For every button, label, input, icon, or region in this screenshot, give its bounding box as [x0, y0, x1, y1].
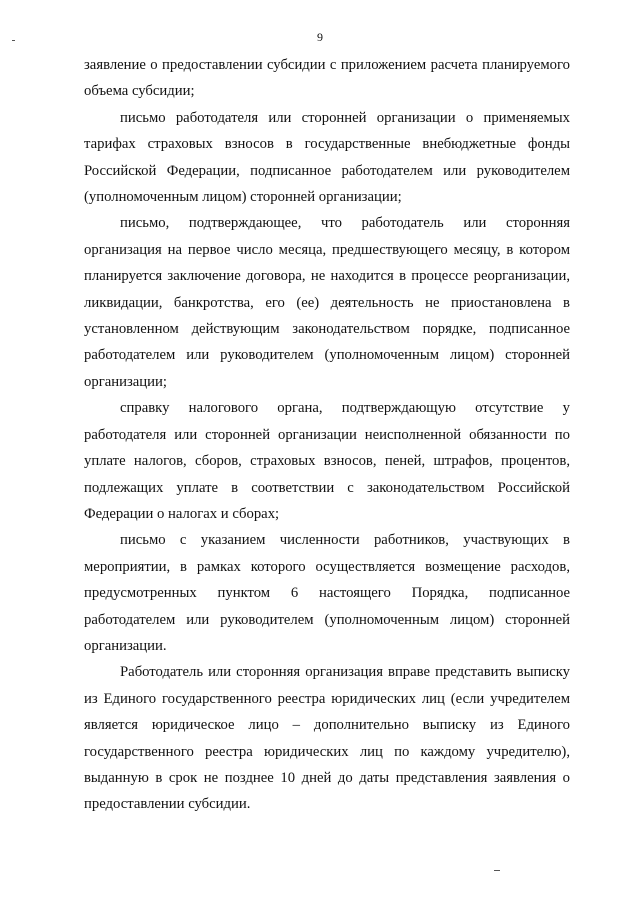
paragraph-registry-extract: Работодатель или сторонняя организация вправе представить выписку из Единого государственного реестра юридических лиц (если учредителем является юридическое лицо – дополнительно выписку из Единого государственного реестра юридических лиц по каждому учредителю), выданную в срок не позднее 10 дней до даты представления заявления о предоставлении субсидии.: [84, 664, 570, 813]
scan-mark: [494, 870, 500, 871]
paragraph-tax-certificate: справку налогового органа, подтверждающую отсутствие у работодателя или сторонней организации неисполненной обязанности по уплате налогов, сборов, страховых взносов, пеней, штрафов, процентов, подлежащих уплате в соответствии с законодательством Российской Федерации о налогах и сборах;: [84, 400, 570, 522]
paragraph-insurance-tariffs-letter: письмо работодателя или сторонней организации о применяемых тарифах страховых взносов в государственные внебюджетные фонды Российской Федерации, подписанное работодателем или руководителем (уполномоченным лицом) сторонней организации;: [84, 109, 570, 206]
paragraph-employee-count-letter: письмо с указанием численности работников, участвующих в мероприятии, в рамках которого осуществляется возмещение расходов, предусмотренных пунктом 6 настоящего Порядка, подписанное работодателем или руководителем (уполномоченным лицом) сторонней организации.: [84, 532, 570, 654]
document-body: [84, 52, 570, 818]
scan-mark: [12, 40, 15, 41]
page-number: 9: [317, 30, 323, 44]
paragraph-status-confirmation-letter: письмо, подтверждающее, что работодатель или сторонняя организация на первое число месяца, предшествующего месяцу, в котором планируется заключение договора, не находится в процессе реорганизации, ликвидации, банкротства, его (ее) деятельность не приостановлена в установленном действующим законодательством порядке, подписанное работодателем или руководителем (уполномоченным лицом) сторонней организации;: [84, 215, 570, 390]
paragraph-application: заявление о предоставлении субсидии с приложением расчета планируемого объема субсидии;: [84, 57, 570, 100]
